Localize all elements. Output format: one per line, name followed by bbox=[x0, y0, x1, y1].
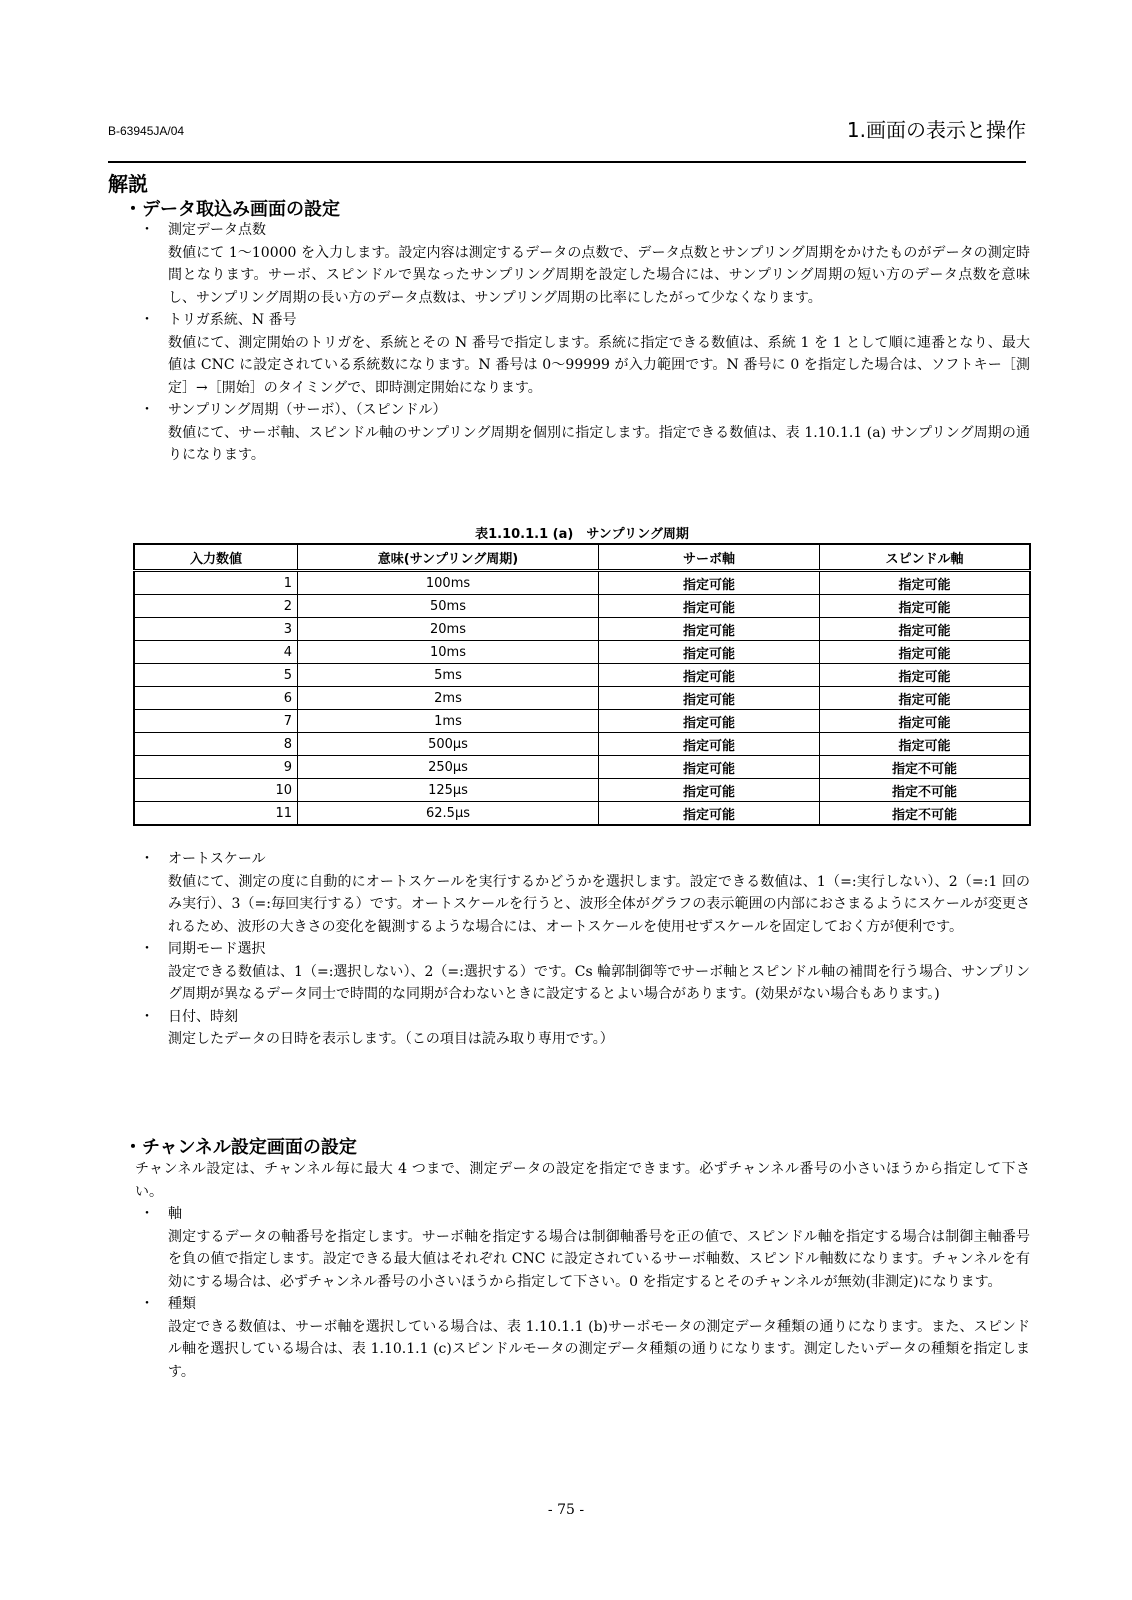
section1b-items bbox=[135, 848, 1030, 1051]
bullet: ・ bbox=[140, 941, 154, 957]
cell-servo: 指定可能 bbox=[599, 733, 820, 756]
cell-input-value: 4 bbox=[134, 641, 298, 664]
cell-servo: 指定可能 bbox=[599, 571, 820, 595]
col-header-spindle-axis: スピンドル軸 bbox=[820, 544, 1031, 571]
section2-intro: チャンネル設定は、チャンネル毎に最大 4 つまで、測定データの設定を指定できます。必ずチャンネル番号の小さいほうから指定して下さい。 bbox=[135, 1161, 1030, 1200]
cell-spindle: 指定可能 bbox=[820, 595, 1031, 618]
cell-spindle: 指定可能 bbox=[820, 733, 1031, 756]
cell-spindle: 指定可能 bbox=[820, 664, 1031, 687]
cell-servo: 指定可能 bbox=[599, 595, 820, 618]
cell-meaning: 1ms bbox=[298, 710, 599, 733]
cell-meaning: 10ms bbox=[298, 641, 599, 664]
bullet: ・ bbox=[140, 402, 154, 418]
bullet: ・ bbox=[140, 1008, 154, 1025]
cell-servo: 指定可能 bbox=[599, 779, 820, 802]
col-header-meaning: 意味(サンプリング周期) bbox=[298, 544, 599, 571]
item-body: 設定できる数値は、1（=:選択しない）、2（=:選択する）です。Cs 輪郭制御等でサーボ軸とスピンドル軸の補間を行う場合、サンプリング周期が異なるデータ同士で時間的な同期が合わないときに設定するとよい場合があります。(効果がない場合もあります。) bbox=[168, 963, 1030, 1002]
list-item bbox=[135, 1293, 1030, 1383]
cell-meaning: 250μs bbox=[298, 756, 599, 779]
table-caption: 表1.10.1.1 (a) サンプリング周期 bbox=[475, 527, 689, 542]
cell-meaning: 2ms bbox=[298, 687, 599, 710]
table-row bbox=[134, 756, 1030, 779]
cell-input-value: 1 bbox=[134, 571, 298, 595]
page-number: - 75 - bbox=[547, 1502, 585, 1518]
bullet: ・ bbox=[140, 222, 154, 238]
item-body: 数値にて、サーボ軸、スピンドル軸のサンプリング周期を個別に指定します。指定できる数値は、表 1.10.1.1 (a) サンプリング周期の通りになります。 bbox=[168, 424, 1030, 463]
list-item bbox=[135, 1203, 1030, 1293]
section2-content bbox=[135, 1158, 1030, 1383]
item-title: サンプリング周期（サーボ）、（スピンドル） bbox=[168, 402, 447, 418]
item-body: 設定できる数値は、サーボ軸を選択している場合は、表 1.10.1.1 (b)サーボモータの測定データ種類の通りになります。また、スピンドル軸を選択している場合は、表 1.10.1.1 (c)スピンドルモータの測定データ種類の通りになります。測定したいデータの種類を指定します。 bbox=[168, 1318, 1030, 1380]
section1-items bbox=[135, 219, 1030, 467]
cell-spindle: 指定不可能 bbox=[820, 779, 1031, 802]
table-row bbox=[134, 595, 1030, 618]
cell-spindle: 指定不可能 bbox=[820, 756, 1031, 779]
list-item bbox=[135, 938, 1030, 1006]
chapter-title: 1.画面の表示と操作 bbox=[846, 118, 1026, 142]
cell-meaning: 5ms bbox=[298, 664, 599, 687]
cell-input-value: 8 bbox=[134, 733, 298, 756]
item-body: 測定したデータの日時を表示します。（この項目は読み取り専用です。） bbox=[168, 1031, 614, 1047]
cell-spindle: 指定可能 bbox=[820, 571, 1031, 595]
cell-meaning: 125μs bbox=[298, 779, 599, 802]
item-title: 軸 bbox=[168, 1206, 182, 1222]
bullet: ・ bbox=[140, 1206, 154, 1222]
table-row bbox=[134, 664, 1030, 687]
cell-meaning: 62.5μs bbox=[298, 802, 599, 826]
item-title: 日付、時刻 bbox=[168, 1008, 238, 1025]
table-header-row bbox=[134, 544, 1030, 571]
cell-spindle: 指定可能 bbox=[820, 641, 1031, 664]
item-body: 数値にて 1～10000 を入力します。設定内容は測定するデータの点数で、データ点数とサンプリング周期をかけたものがデータの測定時間となります。サーボ、スピンドルで異なったサンプリング周期を設定した場合には、サンプリング周期の短い方のデータ点数を意味し、サンプリング周期の長い方のデータ点数は、サンプリング周期の比率にしたがって少なくなります。 bbox=[168, 244, 1030, 306]
item-title: 測定データ点数 bbox=[168, 222, 266, 238]
cell-servo: 指定可能 bbox=[599, 664, 820, 687]
item-body: 数値にて、測定開始のトリガを、系統とその N 番号で指定します。系統に指定できる数値は、系統 1 を 1 として順に連番となり、最大値は CNC に設定されている系統数になります。N 番号は 0～99999 が入力範囲です。N 番号に 0 を指定した場合は、ソフトキー［測定］→［開始］のタイミングで、即時測定開始になります。 bbox=[168, 334, 1030, 396]
cell-meaning: 100ms bbox=[298, 571, 599, 595]
bullet: ・ bbox=[140, 312, 154, 328]
list-item bbox=[135, 848, 1030, 938]
cell-spindle: 指定可能 bbox=[820, 618, 1031, 641]
cell-servo: 指定可能 bbox=[599, 687, 820, 710]
list-item bbox=[135, 399, 1030, 467]
cell-input-value: 10 bbox=[134, 779, 298, 802]
cell-spindle: 指定不可能 bbox=[820, 802, 1031, 826]
table-row bbox=[134, 687, 1030, 710]
table-row bbox=[134, 618, 1030, 641]
table-row bbox=[134, 733, 1030, 756]
bullet: ・ bbox=[140, 851, 154, 867]
section1-title: ・データ取込み画面の設定 bbox=[124, 199, 340, 220]
cell-input-value: 3 bbox=[134, 618, 298, 641]
cell-input-value: 9 bbox=[134, 756, 298, 779]
cell-meaning: 20ms bbox=[298, 618, 599, 641]
item-body: 数値にて、測定の度に自動的にオートスケールを実行するかどうかを選択します。設定できる数値は、1（=:実行しない）、2（=:1 回のみ実行）、3（=:毎回実行する）です。オートスケールを行うと、波形全体がグラフの表示範囲の内部におさまるようにスケールが変更されるため、波形の大きさの変化を観測するような場合には、オートスケールを使用せずスケールを固定しておく方が便利です。 bbox=[168, 873, 1030, 935]
item-title: 種類 bbox=[168, 1296, 196, 1312]
cell-servo: 指定可能 bbox=[599, 756, 820, 779]
cell-input-value: 6 bbox=[134, 687, 298, 710]
list-item bbox=[135, 1006, 1030, 1051]
col-header-input-value: 入力数値 bbox=[134, 544, 298, 571]
col-header-servo-axis: サーボ軸 bbox=[599, 544, 820, 571]
cell-input-value: 2 bbox=[134, 595, 298, 618]
section2-title: ・チャンネル設定画面の設定 bbox=[124, 1137, 357, 1158]
list-item bbox=[135, 219, 1030, 309]
item-body: 測定するデータの軸番号を指定します。サーボ軸を指定する場合は制御軸番号を正の値で、スピンドル軸を指定する場合は制御主軸番号を負の値で指定します。設定できる最大値はそれぞれ CNC に設定されているサーボ軸数、スピンドル軸数になります。チャンネルを有効にする場合は、必ずチャンネル番号の小さいほうから指定して下さい。0 を指定するとそのチャンネルが無効(非測定)になります。 bbox=[168, 1228, 1030, 1290]
item-title: トリガ系統、N 番号 bbox=[168, 312, 297, 328]
item-title: 同期モード選択 bbox=[168, 941, 266, 957]
cell-input-value: 7 bbox=[134, 710, 298, 733]
cell-meaning: 500μs bbox=[298, 733, 599, 756]
item-title: オートスケール bbox=[168, 851, 266, 867]
cell-spindle: 指定可能 bbox=[820, 710, 1031, 733]
cell-servo: 指定可能 bbox=[599, 618, 820, 641]
cell-servo: 指定可能 bbox=[599, 710, 820, 733]
cell-meaning: 50ms bbox=[298, 595, 599, 618]
bullet: ・ bbox=[140, 1296, 154, 1312]
cell-input-value: 5 bbox=[134, 664, 298, 687]
header-rule bbox=[108, 161, 1026, 163]
cell-input-value: 11 bbox=[134, 802, 298, 826]
table-row bbox=[134, 779, 1030, 802]
table-row bbox=[134, 710, 1030, 733]
table-row bbox=[134, 641, 1030, 664]
cell-servo: 指定可能 bbox=[599, 641, 820, 664]
cell-servo: 指定可能 bbox=[599, 802, 820, 826]
list-item bbox=[135, 309, 1030, 399]
cell-spindle: 指定可能 bbox=[820, 687, 1031, 710]
doc-id: B-63945JA/04 bbox=[108, 124, 185, 138]
section-heading: 解説 bbox=[108, 172, 148, 196]
table-row bbox=[134, 802, 1030, 826]
sampling-period-table bbox=[133, 543, 1031, 826]
table-row bbox=[134, 571, 1030, 595]
